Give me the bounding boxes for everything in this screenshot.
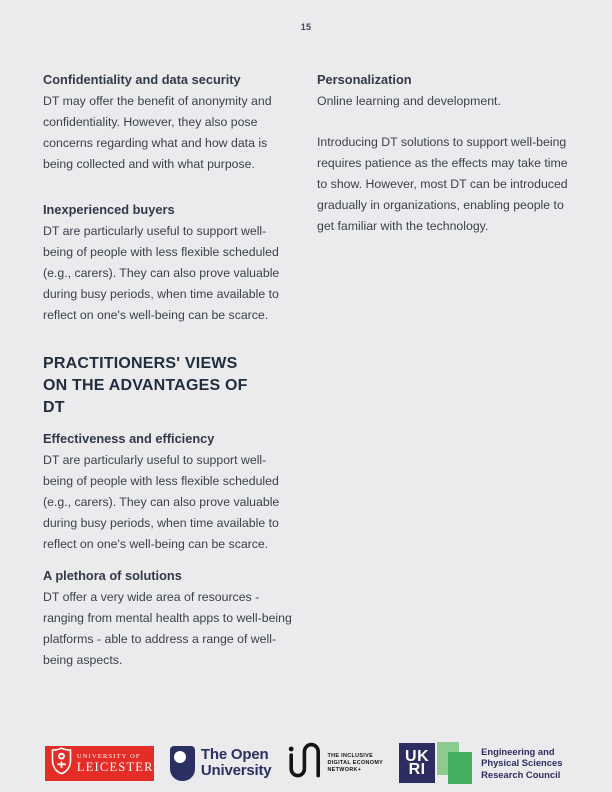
paragraph: Online learning and development. <box>317 94 501 108</box>
text-entry <box>43 70 295 175</box>
iden-line3: NETWORK+ <box>327 766 362 773</box>
iden-line2: DIGITAL ECONOMY <box>327 759 384 766</box>
leicester-line1: UNIVERSITY OF <box>76 752 141 760</box>
subsection-heading: Inexperienced buyers <box>43 202 175 217</box>
ukri-council-name: Engineering and Physical Sciences Research Council <box>481 745 563 780</box>
leicester-wordmark <box>77 753 154 774</box>
ou-line2: University <box>200 762 272 779</box>
left-column <box>43 70 295 671</box>
subsection-heading: Effectiveness and efficiency <box>43 431 215 446</box>
paragraph: DT may offer the benefit of anonymity and confidentiality. However, they also pose concerns regarding what and how data is being collected and with what purpose. <box>43 94 272 171</box>
open-university-logo <box>170 746 272 781</box>
leicester-shield-icon <box>51 747 72 780</box>
subsection-heading: Personalization <box>317 72 412 87</box>
epsrc-green-icon <box>437 742 473 784</box>
partner-logos-footer <box>0 742 612 784</box>
ukri-logo <box>399 742 567 784</box>
text-entry <box>43 429 295 555</box>
ukri-letters-top: UK <box>405 747 430 765</box>
paragraph: Introducing DT solutions to support well-being requires patience as the effects may take time to show. However, most DT can be introduced gradually in organizations, enabling people to get familiar with the technology. <box>317 135 568 233</box>
ukri-letters-bottom: RI <box>408 761 426 778</box>
paragraph: DT are particularly useful to support well-being of people with less flexible scheduled (e.g., carers). They can also prove valuable during busy periods, when time available to reflect on one's well-being can be scarce. <box>43 453 280 551</box>
ou-shield-icon <box>170 746 195 781</box>
text-entry <box>317 70 569 112</box>
text-entry <box>43 566 295 671</box>
subsection-heading: Confidentiality and data security <box>43 72 241 87</box>
iden-logo <box>287 742 383 784</box>
subsection-heading: A plethora of solutions <box>43 568 182 583</box>
right-column <box>317 70 569 671</box>
paragraph: DT are particularly useful to support well-being of people with less flexible scheduled (e.g., carers). They can also prove valuable during busy periods, when time available to reflect on one's well-being can be scarce. <box>43 224 280 322</box>
iden-line1: THE INCLUSIVE <box>327 752 374 759</box>
ou-wordmark <box>201 747 272 780</box>
iden-wordmark <box>327 753 383 774</box>
ou-line1: The Open <box>200 745 269 763</box>
ukri-mark-icon <box>399 743 435 783</box>
paragraph: DT offer a very wide area of resources - ranging from mental health apps to well-being platforms - able to address a range of well-being aspects. <box>43 590 292 667</box>
leicester-logo <box>45 746 154 781</box>
page-number: 15 <box>300 22 312 32</box>
iden-loop-icon <box>287 742 321 784</box>
leicester-line2: LEICESTER <box>76 759 154 774</box>
two-column-layout <box>43 70 569 671</box>
text-entry <box>43 200 295 326</box>
section-heading: PRACTITIONERS' VIEWS ON THE ADVANTAGES OF DT <box>43 355 248 416</box>
